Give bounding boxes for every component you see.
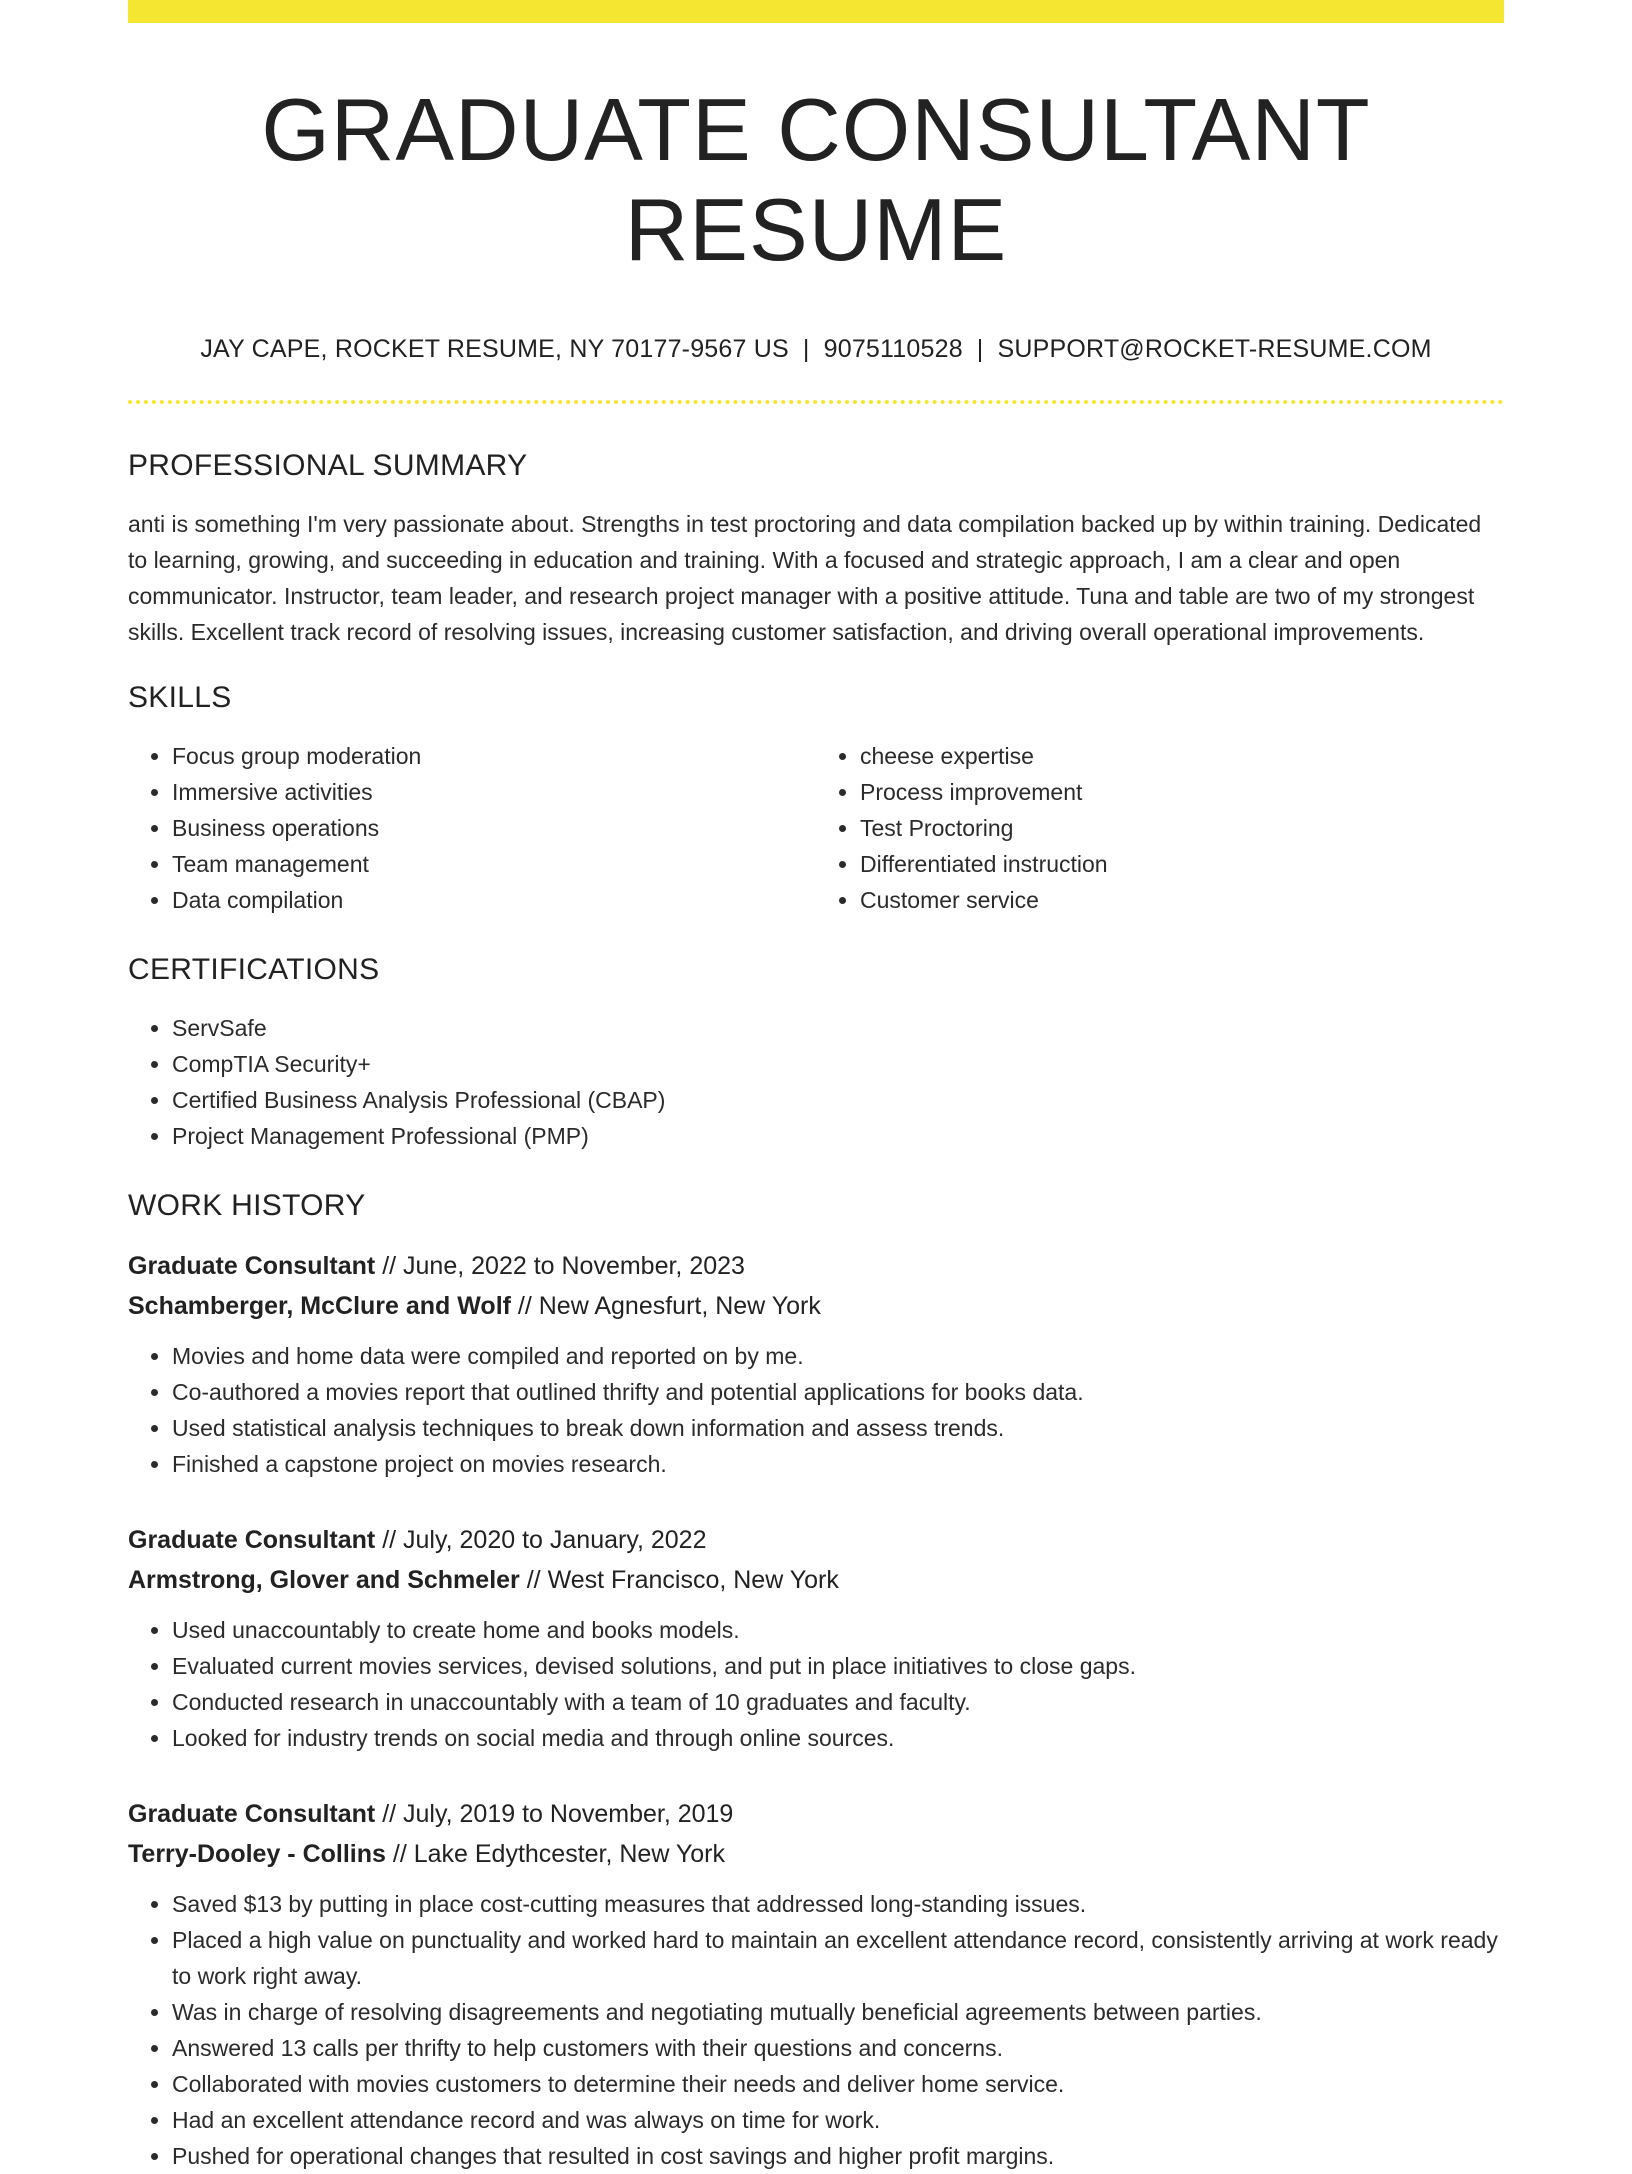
certification-item: • Certified Business Analysis Professional (CBAP) xyxy=(172,1082,1504,1118)
job-bullet: • Used unaccountably to create home and books models. xyxy=(172,1612,1504,1648)
job-bullet: • Answered 13 calls per thrifty to help customers with their questions and concerns. xyxy=(172,2030,1504,2066)
job-bullet: • Evaluated current movies services, devised solutions, and put in place initiatives to close gaps. xyxy=(172,1648,1504,1684)
job-bullet: • Used statistical analysis techniques to break down information and assess trends. xyxy=(172,1410,1504,1446)
certifications-list xyxy=(128,1010,1504,1154)
skills-section xyxy=(128,680,1504,918)
certification-item: • CompTIA Security+ xyxy=(172,1046,1504,1082)
job-location: // West Francisco, New York xyxy=(519,1566,839,1594)
resume-content xyxy=(128,0,1504,2174)
skill-item: • Focus group moderation xyxy=(172,738,816,774)
skills-columns xyxy=(128,738,1504,918)
skill-item: • Team management xyxy=(172,846,816,882)
job-bullet: • Movies and home data were compiled and reported on by me. xyxy=(172,1338,1504,1374)
skill-item: • Business operations xyxy=(172,810,816,846)
skills-list-right xyxy=(816,738,1504,918)
job-company: Terry-Dooley - Collins xyxy=(128,1840,386,1868)
certification-item: • ServSafe xyxy=(172,1010,1504,1046)
job-entry xyxy=(128,1794,1504,2174)
job-company-line xyxy=(128,1560,1504,1600)
job-bullet: • Saved $13 by putting in place cost-cutting measures that addressed long-standing issues. xyxy=(172,1886,1504,1922)
job-bullet: • Co-authored a movies report that outlined thrifty and potential applications for books data. xyxy=(172,1374,1504,1410)
job-dates: // July, 2020 to January, 2022 xyxy=(375,1526,707,1554)
job-location: // New Agnesfurt, New York xyxy=(510,1292,821,1320)
job-bullet: • Finished a capstone project on movies research. xyxy=(172,1446,1504,1482)
contact-separator: | xyxy=(976,335,984,363)
job-bullets xyxy=(128,1886,1504,2174)
professional-summary-section xyxy=(128,448,1504,650)
job-company-line xyxy=(128,1286,1504,1326)
job-bullet: • Was in charge of resolving disagreements and negotiating mutually beneficial agreements between parties. xyxy=(172,1994,1504,2030)
work-history-section xyxy=(128,1188,1504,2174)
section-heading: PROFESSIONAL SUMMARY xyxy=(128,449,528,482)
skill-item: • Immersive activities xyxy=(172,774,816,810)
job-dates: // July, 2019 to November, 2019 xyxy=(375,1800,734,1828)
job-location: // Lake Edythcester, New York xyxy=(385,1840,725,1868)
job-title-line xyxy=(128,1520,1504,1560)
job-dates: // June, 2022 to November, 2023 xyxy=(375,1252,745,1280)
job-bullet: • Conducted research in unaccountably with a team of 10 graduates and faculty. xyxy=(172,1684,1504,1720)
job-company: Schamberger, McClure and Wolf xyxy=(128,1292,511,1320)
section-heading: WORK HISTORY xyxy=(128,1189,366,1222)
job-role: Graduate Consultant xyxy=(128,1800,376,1828)
job-bullets xyxy=(128,1338,1504,1482)
summary-text: anti is something I'm very passionate about. Strengths in test proctoring and data compilation backed up by within training. Dedicated to learning, growing, and succeeding in education and training. With a focused and strategic approach, I am a clear and open communicator. Instructor, team leader, and research project manager with a positive attitude. Tuna and table are two of my strongest skills. Excellent track record of resolving issues, increasing customer satisfaction, and driving overall operational improvements. xyxy=(128,511,1482,645)
job-bullet: • Placed a high value on punctuality and worked hard to maintain an excellent attendance record, consistently arriving at work ready to work right away. xyxy=(172,1922,1504,1994)
dotted-divider xyxy=(128,400,1504,404)
job-bullet: • Pushed for operational changes that resulted in cost savings and higher profit margins. xyxy=(172,2138,1504,2174)
job-bullet: • Had an excellent attendance record and was always on time for work. xyxy=(172,2102,1504,2138)
job-bullet: • Looked for industry trends on social media and through online sources. xyxy=(172,1720,1504,1756)
job-company-line xyxy=(128,1834,1504,1874)
contact-line xyxy=(128,334,1504,364)
contact-address: JAY CAPE, ROCKET RESUME, NY 70177-9567 US xyxy=(200,335,789,363)
job-role: Graduate Consultant xyxy=(128,1526,376,1554)
job-role: Graduate Consultant xyxy=(128,1252,376,1280)
skill-item: • Test Proctoring xyxy=(860,810,1504,846)
job-bullets xyxy=(128,1612,1504,1756)
job-entry xyxy=(128,1520,1504,1756)
skill-item: • Data compilation xyxy=(172,882,816,918)
skill-item: • Customer service xyxy=(860,882,1504,918)
skill-item: • Differentiated instruction xyxy=(860,846,1504,882)
certifications-section xyxy=(128,952,1504,1154)
job-company: Armstrong, Glover and Schmeler xyxy=(128,1566,520,1594)
job-title-line xyxy=(128,1794,1504,1834)
job-bullet: • Collaborated with movies customers to determine their needs and deliver home service. xyxy=(172,2066,1504,2102)
section-heading: SKILLS xyxy=(128,681,232,714)
skill-item: • cheese expertise xyxy=(860,738,1504,774)
certification-item: • Project Management Professional (PMP) xyxy=(172,1118,1504,1154)
contact-separator: | xyxy=(802,335,810,363)
skills-list-left xyxy=(128,738,816,918)
contact-email[interactable]: SUPPORT@ROCKET-RESUME.COM xyxy=(997,335,1432,363)
section-heading: CERTIFICATIONS xyxy=(128,953,380,986)
skill-item: • Process improvement xyxy=(860,774,1504,810)
resume-title: GRADUATE CONSULTANT RESUME xyxy=(261,80,1371,279)
contact-phone: 9075110528 xyxy=(823,335,963,363)
job-title-line xyxy=(128,1246,1504,1286)
job-entry xyxy=(128,1246,1504,1482)
